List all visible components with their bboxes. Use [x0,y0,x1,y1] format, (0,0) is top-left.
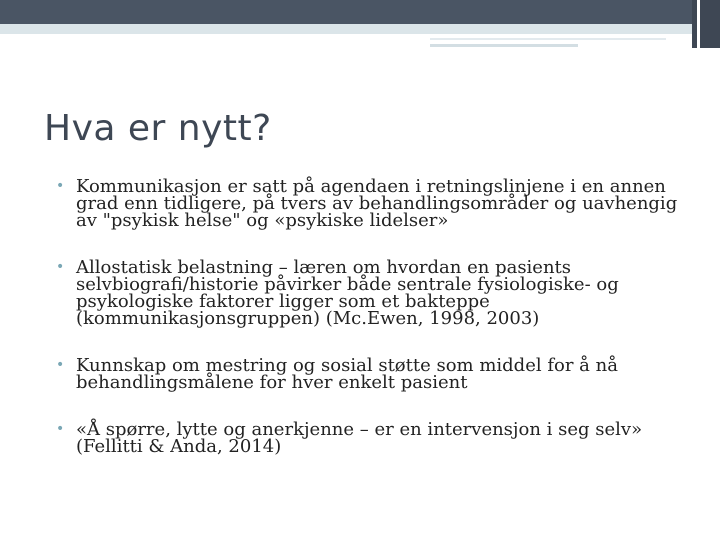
header-accent-line-2 [430,44,578,47]
bullet-dot-icon: • [56,259,65,275]
bullet-text-4: «Å spørre, lytte og anerkjenne – er en intervensjon i seg selv» (Fellitti & Anda, 2014) [76,419,643,457]
bullet-text-2: Allostatisk belastning – læren om hvordan en pasients selvbiografi/historie påvirker både sentrale fysiologiske- og psykologiske faktorer ligger som et bakteppe (kommunikasjonsgruppen) (Mc.Ewen, 1998, 2003) [76,257,619,329]
header-accent-line-1 [430,38,666,40]
bullet-dot-icon: • [56,421,65,437]
bullet-text-3: Kunnskap om mestring og sosial støtte som middel for å nå behandlingsmålene for hver enkelt pasient [76,355,618,393]
bullet-dot-icon: • [56,178,65,194]
bullet-list [56,178,696,485]
bullet-item-4 [56,421,696,455]
bullet-item-1 [56,178,696,229]
bullet-item-2 [56,259,696,327]
bullet-item-3 [56,357,696,391]
slide-title: Hva er nytt? [44,108,272,149]
header-bar [0,0,720,24]
bullet-text-1: Kommunikasjon er satt på agendaen i retningslinjene i en annen grad enn tidligere, på tvers av behandlingsområder og uavhengig av "psykisk helse" og «psykiske lidelser» [76,176,678,231]
header-corner-gap [697,0,700,48]
bullet-dot-icon: • [56,357,65,373]
header-corner-block [692,0,720,48]
header-accent-bar [0,24,692,34]
